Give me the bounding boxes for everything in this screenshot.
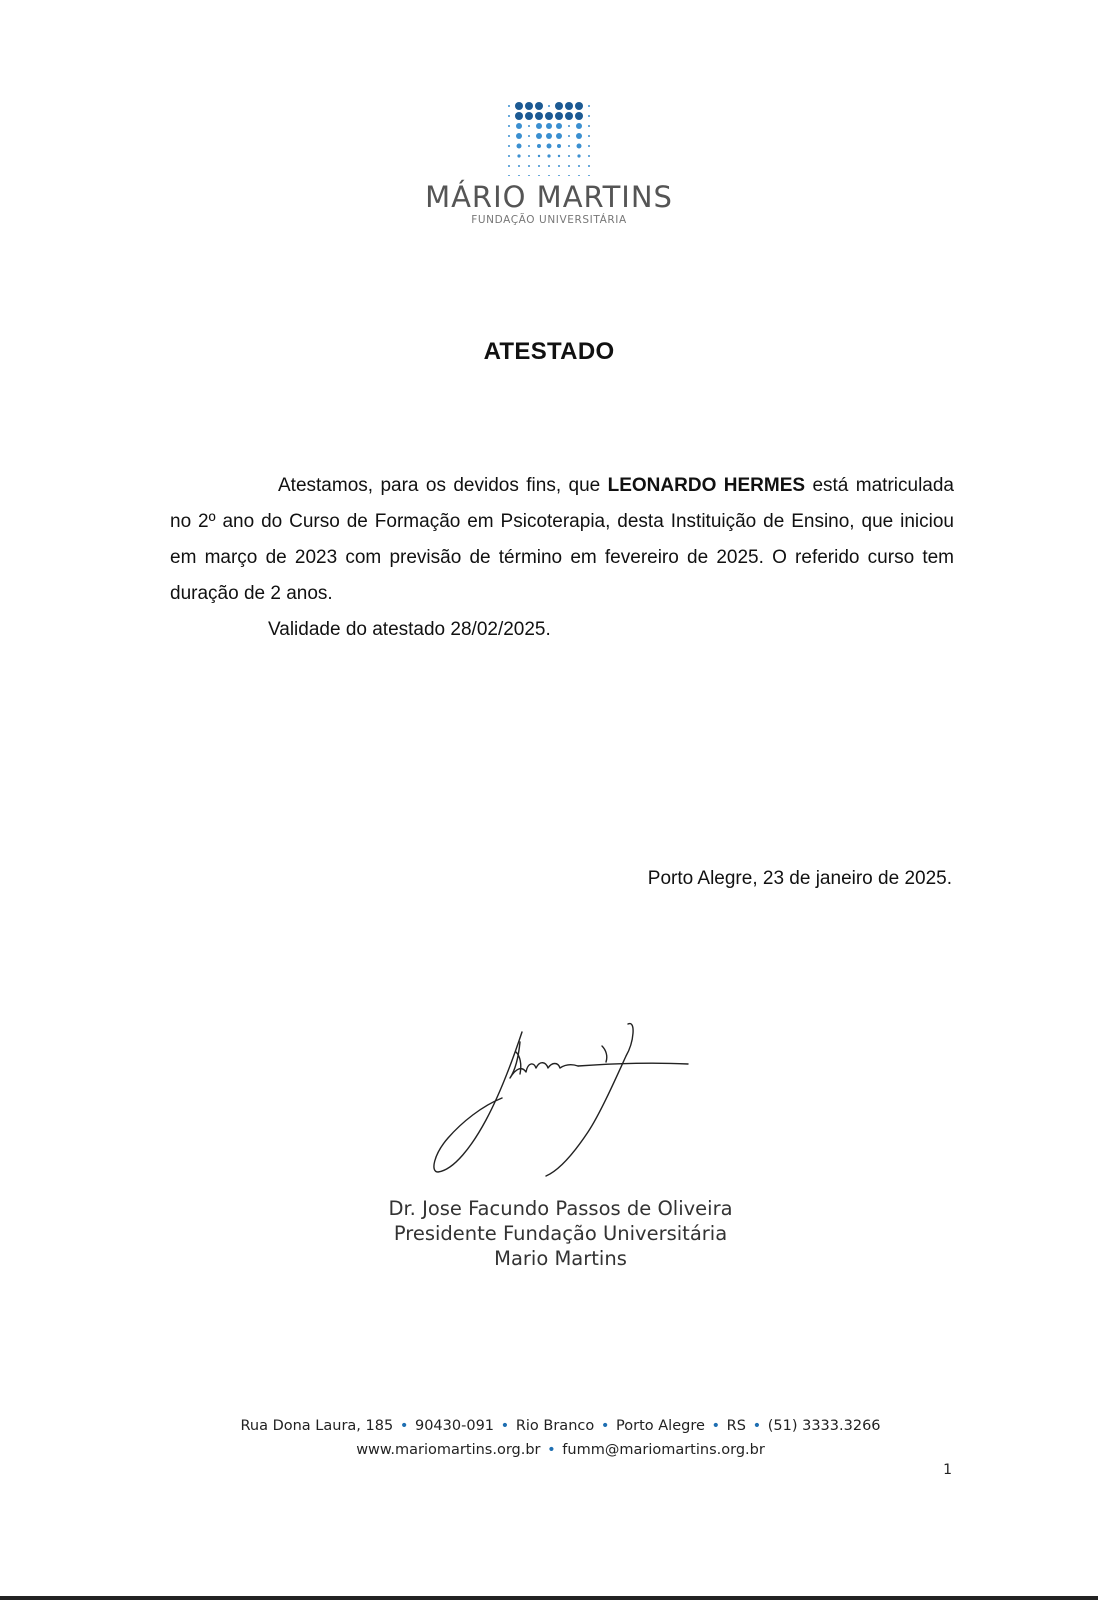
footer-street: Rua Dona Laura, 185 xyxy=(240,1418,394,1434)
bottom-rule xyxy=(0,1596,1098,1600)
logo-dot xyxy=(535,112,543,120)
footer-state: RS xyxy=(726,1418,746,1434)
logo-dot xyxy=(528,165,530,167)
logo-dot xyxy=(547,144,552,149)
handwritten-signature-icon xyxy=(430,1022,700,1182)
logo-dot xyxy=(558,175,560,176)
logo-dot xyxy=(568,145,570,147)
logo-dot xyxy=(588,155,590,157)
logo-dot xyxy=(518,165,520,167)
logo-dot xyxy=(578,165,580,167)
logo-dot xyxy=(565,102,573,110)
logo-dot xyxy=(558,165,560,167)
logo-dot xyxy=(525,102,533,110)
logo-dot xyxy=(547,154,550,157)
logo-dot xyxy=(558,155,560,157)
separator-dot: • xyxy=(752,1418,762,1434)
logo-dot xyxy=(568,165,570,167)
logo-dot xyxy=(568,175,570,176)
signer-block xyxy=(0,1196,1098,1271)
logo-dot xyxy=(577,144,582,149)
logo-dot xyxy=(575,102,583,110)
logo-dot xyxy=(528,145,530,147)
logo-dot xyxy=(535,102,543,110)
footer-contact-line xyxy=(0,1438,1098,1462)
logo-dot xyxy=(516,123,522,129)
logo-dot xyxy=(538,165,540,167)
logo-dot-grid-icon xyxy=(499,96,599,176)
signer-role: Presidente Fundação Universitária xyxy=(393,1222,728,1245)
logo-dot xyxy=(528,125,530,127)
logo-name: MÁRIO MARTINS xyxy=(425,180,673,214)
logo-dot xyxy=(508,175,510,176)
logo-dot xyxy=(588,125,590,127)
logo-dot xyxy=(515,112,523,120)
logo-dot xyxy=(517,154,520,157)
logo-dot xyxy=(528,155,530,157)
place-date: Porto Alegre, 23 de janeiro de 2025. xyxy=(647,868,952,889)
logo-dot xyxy=(588,115,590,117)
logo-dot xyxy=(508,165,510,167)
logo-dot xyxy=(575,112,583,120)
logo-dot xyxy=(546,123,552,129)
logo-dot xyxy=(556,133,562,139)
separator-dot: • xyxy=(600,1418,610,1434)
logo-dot xyxy=(555,102,563,110)
footer-website[interactable]: www.mariomartins.org.br xyxy=(356,1442,541,1458)
logo-dot xyxy=(518,175,520,176)
footer-email[interactable]: fumm@mariomartins.org.br xyxy=(562,1442,765,1458)
logo-dot xyxy=(546,133,552,139)
logo-dot xyxy=(577,154,580,157)
logo-dot xyxy=(565,112,573,120)
footer-city: Porto Alegre xyxy=(616,1418,705,1434)
logo-dot xyxy=(548,175,550,176)
validity-line: Validade do atestado 28/02/2025. xyxy=(268,619,551,640)
logo-dot xyxy=(568,125,570,127)
footer-address-line xyxy=(0,1414,1098,1438)
footer-zip: 90430-091 xyxy=(414,1418,495,1434)
document-title: ATESTADO xyxy=(483,338,615,365)
footer-district: Rio Branco xyxy=(515,1418,595,1434)
logo-dot xyxy=(576,133,582,139)
logo-dot xyxy=(525,112,533,120)
logo-dot xyxy=(555,112,563,120)
signer-institution: Mario Martins xyxy=(494,1247,627,1270)
logo-dot xyxy=(588,175,590,176)
logo-dot xyxy=(556,123,562,129)
logo-dot xyxy=(537,144,541,148)
page-number: 1 xyxy=(943,1462,952,1478)
logo-dot xyxy=(536,123,542,129)
logo-dot xyxy=(576,123,582,129)
logo-dot xyxy=(538,155,540,157)
logo-dot xyxy=(508,125,510,127)
logo-subtitle: FUNDAÇÃO UNIVERSITÁRIA xyxy=(471,214,627,226)
logo-dot xyxy=(588,135,590,137)
logo-dot xyxy=(516,133,522,139)
logo-dot xyxy=(515,102,523,110)
document-body xyxy=(170,468,954,648)
logo-dot xyxy=(545,112,553,120)
paragraph-end: está matriculada no 2º ano do Curso de Formação em Psicoterapia, desta Instituição de Ensino, que iniciou em março de 2023 com previsão de término em fevereiro de 2025. O referido curso tem duração de 2 anos. xyxy=(170,475,954,604)
logo-dot xyxy=(508,105,510,107)
footer-phone: (51) 3333.3266 xyxy=(767,1418,881,1434)
logo-dot xyxy=(588,105,590,107)
logo-dot xyxy=(508,135,510,137)
separator-dot: • xyxy=(547,1442,556,1458)
logo-dot xyxy=(528,135,530,137)
logo-dot xyxy=(568,135,570,137)
logo-dot xyxy=(508,155,510,157)
logo-dot xyxy=(517,144,522,149)
separator-dot: • xyxy=(399,1418,409,1434)
logo-dot xyxy=(568,155,570,157)
logo-dot xyxy=(508,145,510,147)
student-name: LEONARDO HERMES xyxy=(607,475,806,496)
paragraph-start: Atestamos, para os devidos fins, que xyxy=(278,475,608,496)
signer-name: Dr. Jose Facundo Passos de Oliveira xyxy=(388,1197,733,1220)
separator-dot: • xyxy=(711,1418,721,1434)
logo-dot xyxy=(538,175,540,176)
body-paragraph xyxy=(170,468,954,612)
separator-dot: • xyxy=(500,1418,510,1434)
logo-dot xyxy=(508,115,510,117)
logo-dot xyxy=(578,175,580,176)
logo-dot xyxy=(588,165,590,167)
logo-dot xyxy=(588,145,590,147)
institution-logo xyxy=(0,96,1098,226)
logo-dot xyxy=(528,175,530,176)
logo-dot xyxy=(548,105,550,107)
logo-dot xyxy=(536,133,542,139)
footer xyxy=(0,1414,1098,1462)
logo-dot xyxy=(557,144,561,148)
logo-dot xyxy=(548,165,550,167)
